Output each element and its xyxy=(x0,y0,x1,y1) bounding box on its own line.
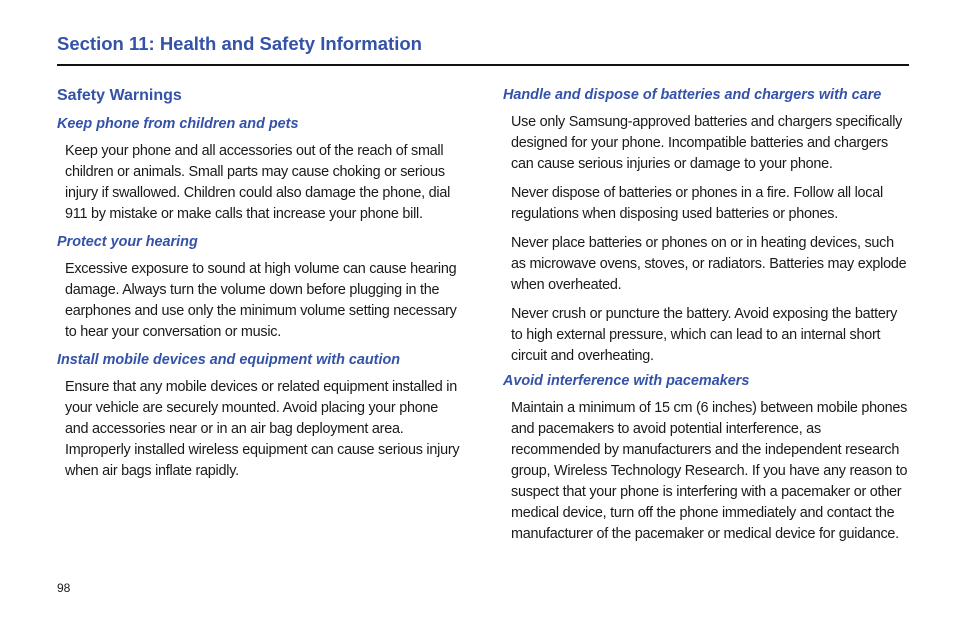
hearing-heading: Protect your hearing xyxy=(57,234,198,250)
batteries-paragraph-3: Never place batteries or phones on or in heating devices, such as microwave ovens, stoves, or radiators. Batteries may explode when overheated. xyxy=(511,235,907,293)
pacemakers-section xyxy=(503,372,909,545)
header-rule xyxy=(57,64,909,66)
batteries-paragraph-1: Use only Samsung-approved batteries and chargers specifically designed for your phone. Incompatible batteries and chargers can cause serious injuries or damage to your phone. xyxy=(511,114,903,172)
pacemakers-heading: Avoid interference with pacemakers xyxy=(503,373,750,389)
hearing-paragraph: Excessive exposure to sound at high volume can cause hearing damage. Always turn the volume down before plugging in the earphones and use only the minimum volume setting necessary to hear your conversation or music. xyxy=(65,261,457,340)
pacemakers-paragraph: Maintain a minimum of 15 cm (6 inches) between mobile phones and pacemakers to avoid potential interference, as recommended by manufacturers and the independent research group, Wireless Technology Research. If you have any reason to suspect that your phone is interfering with a pacemaker or other medical device, turn off the phone immediately and contact the manufacturer of the pacemaker or medical device for guidance. xyxy=(511,400,908,542)
batteries-section xyxy=(503,86,909,367)
safety-warnings-heading: Safety Warnings xyxy=(57,87,182,104)
section-title: Section 11: Health and Safety Information xyxy=(57,33,422,54)
left-column xyxy=(57,86,461,490)
install-devices-heading: Install mobile devices and equipment with caution xyxy=(57,352,401,368)
hearing-section xyxy=(57,233,461,343)
batteries-paragraph-4: Never crush or puncture the battery. Avoid exposing the battery to high external pressure, which can lead to an internal short circuit and overheating. xyxy=(511,306,898,364)
right-column xyxy=(503,86,909,553)
install-devices-section xyxy=(57,351,461,482)
children-pets-paragraph: Keep your phone and all accessories out of the reach of small children or animals. Small parts may cause choking or serious injury if swallowed. Children could also damage the phone, dial 911 by mistake or make calls that increase your phone bill. xyxy=(65,143,451,222)
batteries-paragraph-2: Never dispose of batteries or phones in a fire. Follow all local regulations when disposing used batteries or phones. xyxy=(511,185,883,222)
children-pets-section xyxy=(57,115,461,225)
children-pets-heading: Keep phone from children and pets xyxy=(57,116,299,132)
install-devices-paragraph: Ensure that any mobile devices or related equipment installed in your vehicle are securely mounted. Avoid placing your phone and accessories near or in an air bag deployment area. Improperly installed wireless equipment can cause serious injury when air bags inflate rapidly. xyxy=(65,379,460,479)
batteries-heading: Handle and dispose of batteries and chargers with care xyxy=(503,87,882,103)
page-number: 98 xyxy=(57,581,71,595)
